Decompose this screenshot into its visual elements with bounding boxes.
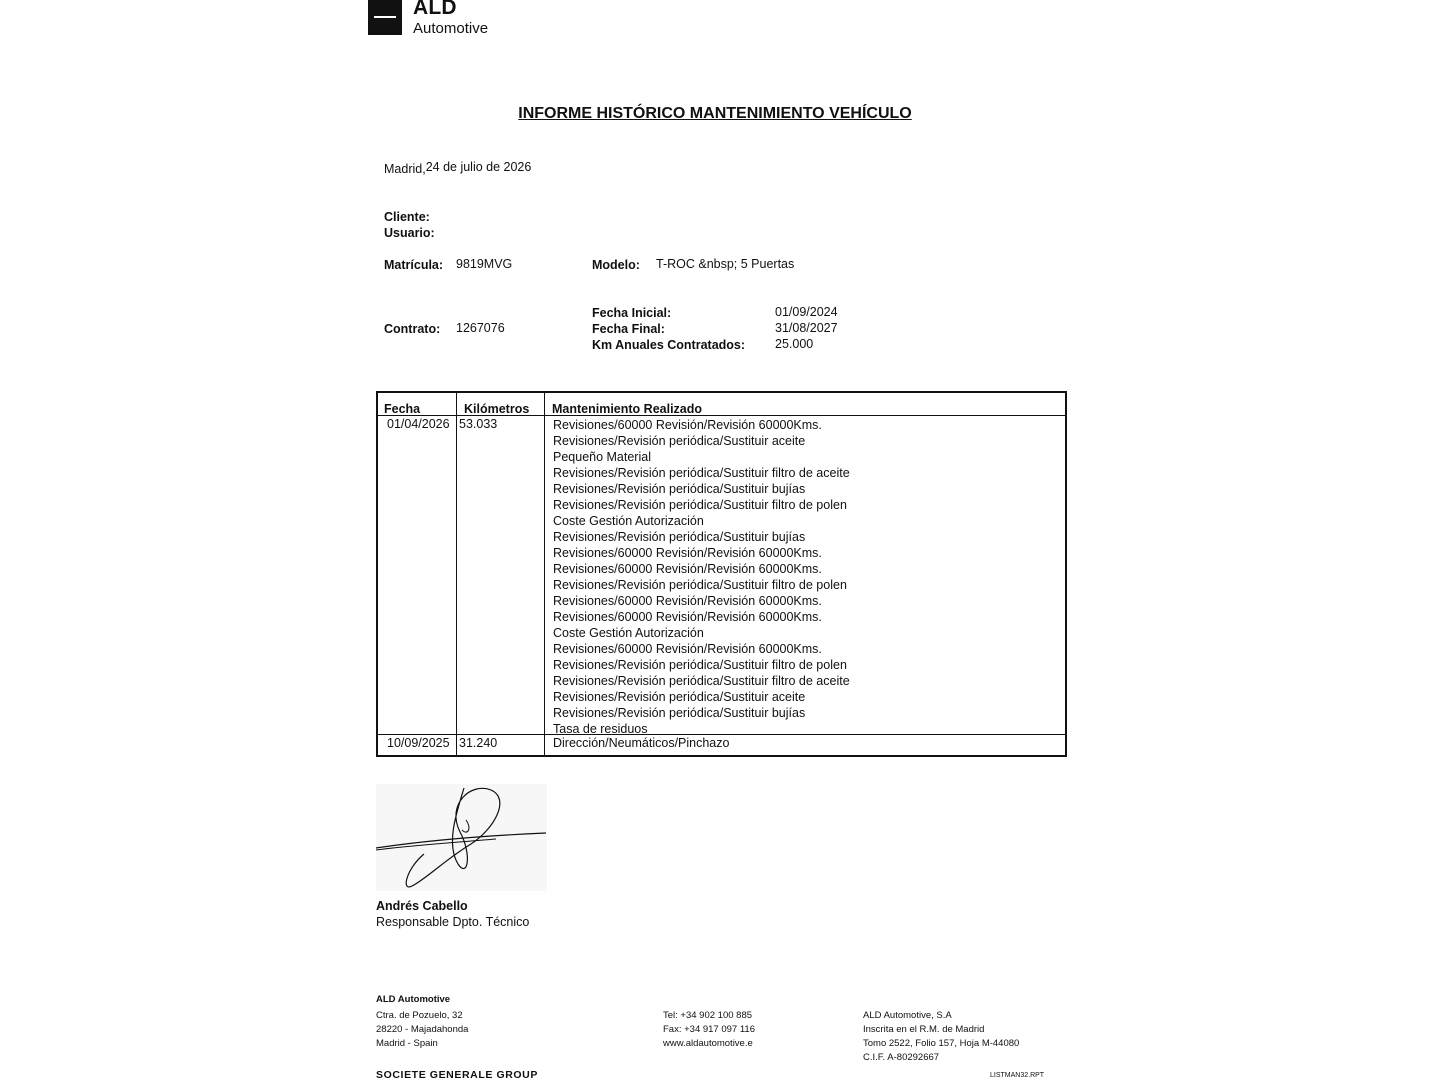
- row-1-fecha: 01/04/2026: [387, 417, 450, 431]
- usuario-label: Usuario:: [384, 226, 435, 240]
- fecha-final-value: 31/08/2027: [775, 321, 838, 335]
- contrato-label: Contrato:: [384, 322, 441, 336]
- signature-image: [376, 784, 547, 891]
- place: Madrid,: [384, 162, 426, 176]
- maintenance-item: Revisiones/60000 Revisión/Revisión 60000Kms.: [553, 642, 822, 656]
- maintenance-item: Tasa de residuos: [553, 722, 648, 736]
- matricula-label: Matrícula:: [384, 258, 444, 272]
- maintenance-item: Revisiones/60000 Revisión/Revisión 60000Kms.: [553, 546, 822, 560]
- maintenance-item: Revisiones/Revisión periódica/Sustituir bujías: [553, 706, 806, 720]
- maintenance-item: Coste Gestión Autorización: [553, 626, 704, 640]
- footer-legal-line: Inscrita en el R.M. de Madrid: [863, 1024, 985, 1035]
- footer-address-line: Madrid - Spain: [376, 1038, 438, 1049]
- row-2-fecha: 10/09/2025: [387, 736, 450, 750]
- row-2-maintenance-list: [553, 735, 729, 751]
- maintenance-item: Revisiones/Revisión periódica/Sustituir filtro de aceite: [553, 466, 850, 480]
- footer-address-line: Ctra. de Pozuelo, 32: [376, 1010, 463, 1021]
- header-kilometros: Kilómetros: [464, 402, 530, 416]
- maintenance-item: Revisiones/Revisión periódica/Sustituir filtro de polen: [553, 578, 847, 592]
- row-2-km: 31.240: [459, 736, 498, 750]
- maintenance-item: Coste Gestión Autorización: [553, 514, 704, 528]
- signature-icon: [376, 784, 547, 891]
- contrato-value: 1267076: [456, 321, 505, 335]
- footer-tel: Tel: +34 902 100 885: [663, 1010, 753, 1021]
- signer-role: Responsable Dpto. Técnico: [376, 915, 530, 929]
- fecha-final-label: Fecha Final:: [592, 322, 665, 336]
- footer-legal: [863, 1009, 1019, 1065]
- ald-automotive-logo: [368, 0, 500, 36]
- logo-mark-icon: [368, 0, 402, 35]
- column-divider: [456, 393, 457, 755]
- km-anuales-value: 25.000: [775, 337, 814, 351]
- footer-legal-line: ALD Automotive, S.A: [863, 1010, 952, 1021]
- maintenance-item: Revisiones/Revisión periódica/Sustituir aceite: [553, 690, 806, 704]
- header-mantenimiento: Mantenimiento Realizado: [552, 402, 703, 416]
- footer-legal-line: C.I.F. A-80292667: [863, 1052, 940, 1063]
- logo-name: ALD: [413, 0, 457, 19]
- footer-website: www.aldautomotive.e: [663, 1038, 753, 1049]
- signer-name: Andrés Cabello: [376, 899, 468, 913]
- maintenance-item: Revisiones/60000 Revisión/Revisión 60000Kms.: [553, 562, 822, 576]
- row-1-maintenance-list: [553, 417, 850, 737]
- footer-address: [376, 1009, 468, 1051]
- km-anuales-label: Km Anuales Contratados:: [592, 338, 746, 352]
- header-fecha: Fecha: [384, 402, 421, 416]
- maintenance-item: Revisiones/Revisión periódica/Sustituir filtro de polen: [553, 658, 847, 672]
- footer-company: ALD Automotive: [376, 994, 451, 1005]
- report-title: INFORME HISTÓRICO MANTENIMIENTO VEHÍCULO: [518, 105, 912, 122]
- maintenance-item: Revisiones/Revisión periódica/Sustituir filtro de polen: [553, 498, 847, 512]
- maintenance-item: Revisiones/60000 Revisión/Revisión 60000Kms.: [553, 594, 822, 608]
- maintenance-item: Revisiones/Revisión periódica/Sustituir aceite: [553, 434, 806, 448]
- maintenance-item: Dirección/Neumáticos/Pinchazo: [553, 736, 730, 750]
- logo-subtitle: Automotive: [413, 20, 489, 37]
- footer-address-line: 28220 - Majadahonda: [376, 1024, 469, 1035]
- modelo-label: Modelo:: [592, 258, 640, 272]
- maintenance-item: Revisiones/Revisión periódica/Sustituir bujías: [553, 530, 806, 544]
- footer-file: LISTMAN32.RPT: [990, 1072, 1045, 1079]
- maintenance-item: Revisiones/Revisión periódica/Sustituir bujías: [553, 482, 806, 496]
- row-1-km: 53.033: [459, 417, 498, 431]
- report-date: 24 de julio de 2026: [425, 160, 532, 174]
- date-line: [384, 162, 531, 176]
- maintenance-item: Pequeño Material: [553, 450, 651, 464]
- modelo-value: T-ROC &nbsp; 5 Puertas: [656, 257, 795, 271]
- footer-group: SOCIETE GENERALE GROUP: [376, 1069, 538, 1081]
- cliente-label: Cliente:: [384, 210, 430, 224]
- column-divider: [544, 393, 545, 755]
- maintenance-table: [376, 391, 1067, 757]
- footer-contact: [663, 1009, 755, 1051]
- fecha-inicial-value: 01/09/2024: [775, 305, 838, 319]
- maintenance-item: Revisiones/Revisión periódica/Sustituir filtro de aceite: [553, 674, 850, 688]
- maintenance-item: Revisiones/60000 Revisión/Revisión 60000Kms.: [553, 418, 822, 432]
- footer-legal-line: Tomo 2522, Folio 157, Hoja M-44080: [863, 1038, 1020, 1049]
- matricula-value: 9819MVG: [456, 257, 513, 271]
- maintenance-item: Revisiones/60000 Revisión/Revisión 60000Kms.: [553, 610, 822, 624]
- footer-fax: Fax: +34 917 097 116: [663, 1024, 755, 1035]
- fecha-inicial-label: Fecha Inicial:: [592, 306, 672, 320]
